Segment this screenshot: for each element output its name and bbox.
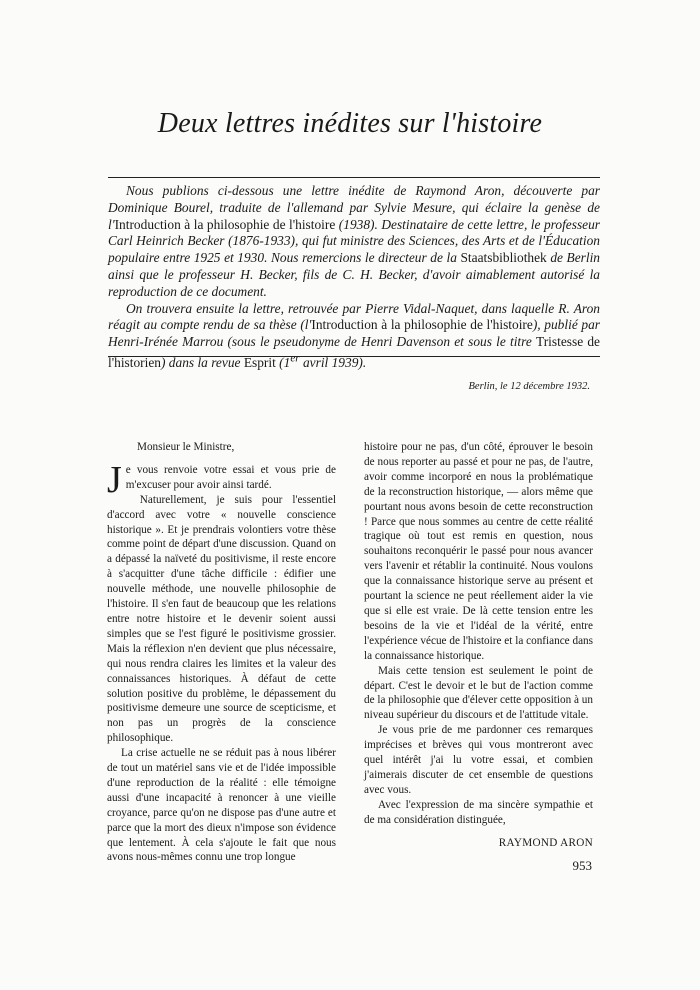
- intro-paragraph-2: [108, 301, 600, 373]
- intro-text: Nous publions ci-dessous une lettre inédite de Raymond Aron, découverte par Dominique Bourel, traduite de l'allemand par Sylvie Mesure, qui éclaire la genèse de l': [108, 183, 600, 232]
- letter-paragraph: La crise actuelle ne se réduit pas à nous libérer de tout un matériel sans vie et de l'idée impossible d'une reproduction de la réalité : elle témoigne aussi d'une incapacité à renoncer à une vieille croyance, parce qu'on ne dispose pas d'une autre et parce que la mort des dieux n'impose son évidence que lentement. À cela s'ajoute le fait que nous avons nous-mêmes connu une trop longue: [107, 747, 336, 864]
- intro-work-title: Introduction à la philosophie de l'histoire: [311, 317, 533, 333]
- top-rule: [108, 177, 600, 178]
- letter-paragraph: histoire pour ne pas, d'un côté, éprouver le besoin de nous reporter au passé et pour ne pas, de l'autre, avoir comme incorporé en nous la problématique de la reconstruction historique, — alors même que pourtant nous avons besoin de cette reconstruction ! Parce que nous sommes au centre de cette réalité tragique où tout est remis en question, nous souhaitons reconquérir le passé pour nous avancer vers l'avenir et rétablir la continuité. Nous voulons que la connaissance historique serve au présent et pourtant la science ne peut réellement aider la vie que si elle est vraie. De là cette tension entre les besoins de la vie et l'idéal de la vérité, entre l'expérience vécue de l'histoire et la confiance dans la connaissance historique.: [364, 441, 593, 662]
- letter-column-right: [364, 440, 593, 850]
- letter-column-left: [107, 440, 336, 865]
- intro-text: On trouvera ensuite la lettre, retrouvée par Pierre Vidal-Naquet, dans laquelle R. Aron réagit au compte rendu de sa thèse (l': [108, 300, 600, 333]
- intro-paragraph-1: [108, 183, 600, 301]
- letter-dateline: Berlin, le 12 décembre 1932.: [468, 381, 590, 392]
- letter-paragraph: Avec l'expression de ma sincère sympathie et de ma considération distinguée,: [364, 798, 593, 826]
- article-title: Deux lettres inédites sur l'histoire: [157, 108, 543, 139]
- letter-paragraph: Naturellement, je suis pour l'essentiel d'accord avec votre « nouvelle conscience historique ». Et je prendrais volontiers votre thèse comme point de départ d'une discussion. Quand on a dépassé la naïveté du positivisme, il reste encore à s'acquitter d'une tâche difficile : édifier une nouvelle méthode, une nouvelle philosophie de l'histoire. Il s'en faut de beaucoup que les relations entre notre histoire et le devenir soient aussi simples que se l'est figuré le positivisme grossier. Mais la réflexion n'en devient que plus nécessaire, qui nous rendra claires les limites et la valeur des connaissances historiques. À défaut de cette solution positive du problème, le dépassement du positivisme demeure une source de scepticisme, et non pas un progrès de la conscience philosophique.: [107, 493, 336, 745]
- letter-paragraph: Je vous prie de me pardonner ces remarques imprécises et brèves qui vous montreront avec quel intérêt j'ai lu votre essai, et combien j'aimerais discuter de cet ensemble de questions avec vous.: [364, 724, 593, 796]
- intro-text: ) dans la revue: [161, 355, 244, 371]
- letter-paragraph: Mais cette tension est seulement le point de départ. C'est le devoir et le but de l'action comme de la philosophie que d'élever cette opposition à un niveau supérieur du discours et de l'attitude vitale.: [364, 664, 593, 722]
- intro-text: ), publié par Henri-Irénée Marrou (sous le pseudonyme de Henri Davenson et sous le titre: [108, 317, 601, 350]
- intro-book-title: Tristesse de l'historien: [108, 334, 600, 371]
- editorial-introduction: [108, 183, 600, 372]
- bottom-rule: [108, 356, 600, 357]
- letter-paragraph: [107, 458, 336, 501]
- intro-superscript: er: [290, 352, 300, 365]
- intro-text: avril 1939).: [299, 355, 367, 371]
- intro-journal-name: Esprit: [243, 355, 276, 371]
- drop-cap: J: [107, 458, 122, 501]
- intro-text: de Berlin ainsi que le professeur H. Becker, fils de C. H. Becker, d'avoir aimablement autorisé la reproduction de ce document.: [108, 250, 601, 299]
- letter-signature: RAYMOND ARON: [498, 836, 593, 849]
- intro-text: (1: [275, 355, 291, 371]
- letter-paragraph-text: e vous renvoie votre essai et vous prie de m'excuser pour avoir ainsi tardé.: [125, 463, 336, 491]
- intro-text: (1938). Destinataire de cette lettre, le professeur Carl Heinrich Becker (1876-1933), qui fut ministre des Sciences, des Arts et de l'Éducation populaire entre 1925 et 1930. Nous remercions le directeur de la: [108, 216, 601, 266]
- intro-work-title: Introduction à la philosophie de l'histoire: [114, 216, 336, 232]
- page-number: 953: [572, 858, 592, 873]
- letter-salutation: Monsieur le Ministre,: [137, 441, 235, 453]
- intro-library-name: Staatsbibliothek: [460, 250, 547, 266]
